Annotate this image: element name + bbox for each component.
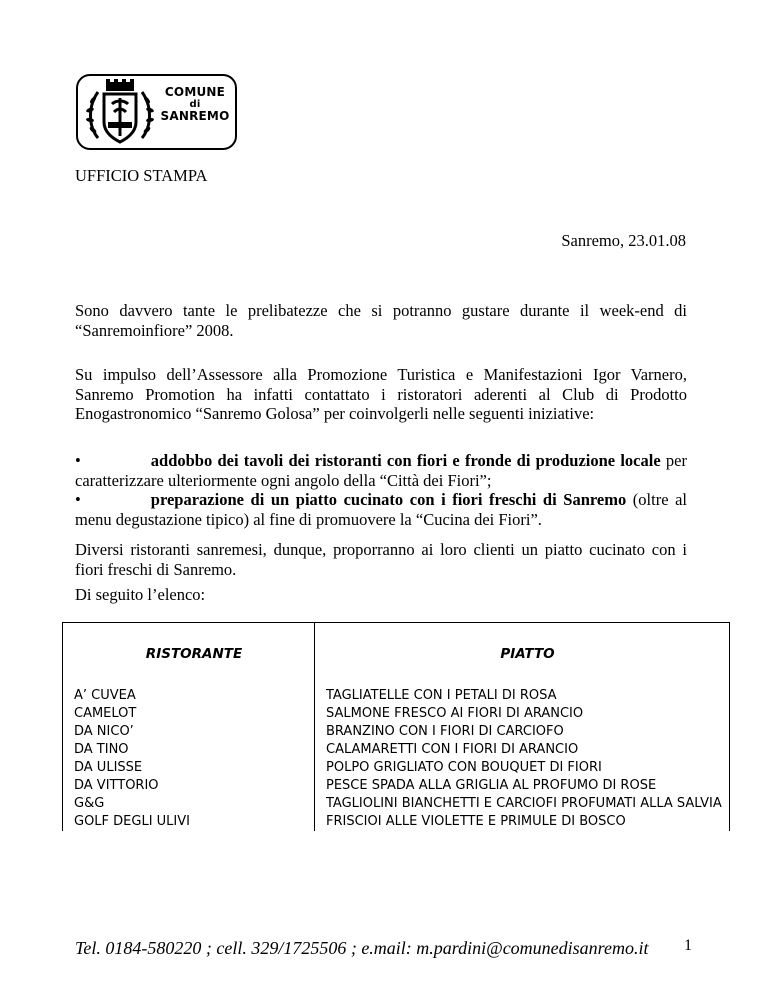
table-row: [63, 705, 730, 723]
restaurant-cell: DA ULISSE: [63, 759, 315, 777]
dish-cell: FRISCIOI ALLE VIOLETTE E PRIMULE DI BOSCO: [315, 813, 730, 831]
dish-cell: POLPO GRIGLIATO CON BOUQUET DI FIORI: [315, 759, 730, 777]
table-row: [63, 795, 730, 813]
restaurants-paragraph: Diversi ristoranti sanremesi, dunque, proporranno ai loro clienti un piatto cucinato con i fiori freschi di Sanremo.: [75, 540, 687, 579]
contact-footer: Tel. 0184-580220 ; cell. 329/1725506 ; e.mail: m.pardini@comunedisanremo.it: [75, 938, 649, 958]
dish-cell: PESCE SPADA ALLA GRIGLIA AL PROFUMO DI ROSE: [315, 777, 730, 795]
restaurant-cell: DA NICO’: [63, 723, 315, 741]
bullet-item-2: [75, 490, 687, 529]
restaurants-table: [62, 622, 730, 831]
table-row: [63, 741, 730, 759]
table-row: [63, 777, 730, 795]
bullet-1-bold: addobbo dei tavoli dei ristoranti con fiori e fronde di produzione locale: [150, 451, 661, 470]
restaurant-cell: CAMELOT: [63, 705, 315, 723]
bullet-2-text: (oltre al menu degustazione tipico) al fine di promuovere la “Cucina dei Fiori”.: [75, 490, 687, 529]
table-header-row: [63, 623, 730, 686]
bullet-2-bold: preparazione di un piatto cucinato con i fiori freschi di Sanremo: [150, 490, 627, 509]
bullet-icon: •: [75, 451, 81, 470]
dish-cell: BRANZINO CON I FIORI DI CARCIOFO: [315, 723, 730, 741]
table-row: [63, 685, 730, 705]
column-header-dish: PIATTO: [315, 623, 730, 686]
table-row: [63, 759, 730, 777]
dish-cell: TAGLIOLINI BIANCHETTI E CARCIOFI PROFUMATI ALLA SALVIA: [315, 795, 730, 813]
document-date: Sanremo, 23.01.08: [561, 231, 686, 250]
logo-line-sanremo: SANREMO: [160, 109, 230, 123]
dish-cell: SALMONE FRESCO AI FIORI DI ARANCIO: [315, 705, 730, 723]
press-office-label: UFFICIO STAMPA: [75, 166, 208, 185]
coat-of-arms-emblem: [84, 78, 156, 148]
column-header-restaurant: RISTORANTE: [63, 623, 315, 686]
table-row: [63, 723, 730, 741]
dish-cell: CALAMARETTI CON I FIORI DI ARANCIO: [315, 741, 730, 759]
logo-line-comune: COMUNE: [164, 85, 226, 99]
restaurant-cell: DA TINO: [63, 741, 315, 759]
logo-line-di: di: [189, 99, 201, 110]
intro-paragraph: Sono davvero tante le prelibatezze che si potranno gustare durante il week-end di “Sanremoinfiore” 2008.: [75, 301, 687, 340]
list-intro: Di seguito l’elenco:: [75, 585, 206, 604]
bullet-1-text: per caratterizzare ulteriormente ogni angolo della “Città dei Fiori”;: [75, 451, 687, 490]
restaurant-cell: DA VITTORIO: [63, 777, 315, 795]
municipality-logo-text: [159, 86, 231, 123]
bullet-icon: •: [75, 490, 81, 509]
dish-cell: TAGLIATELLE CON I PETALI DI ROSA: [315, 685, 730, 705]
page-number: 1: [684, 937, 692, 954]
bullet-item-1: [75, 451, 687, 490]
restaurant-cell: A’ CUVEA: [63, 685, 315, 705]
table-row: [63, 813, 730, 831]
initiatives-paragraph: Su impulso dell’Assessore alla Promozione Turistica e Manifestazioni Igor Varnero, Sanremo Promotion ha infatti contattato i ristoratori aderenti al Club di Prodotto Enogastronomico “Sanremo Golosa” per coinvolgerli nelle seguenti iniziative:: [75, 365, 687, 423]
restaurant-cell: GOLF DEGLI ULIVI: [63, 813, 315, 831]
restaurant-cell: G&G: [63, 795, 315, 813]
